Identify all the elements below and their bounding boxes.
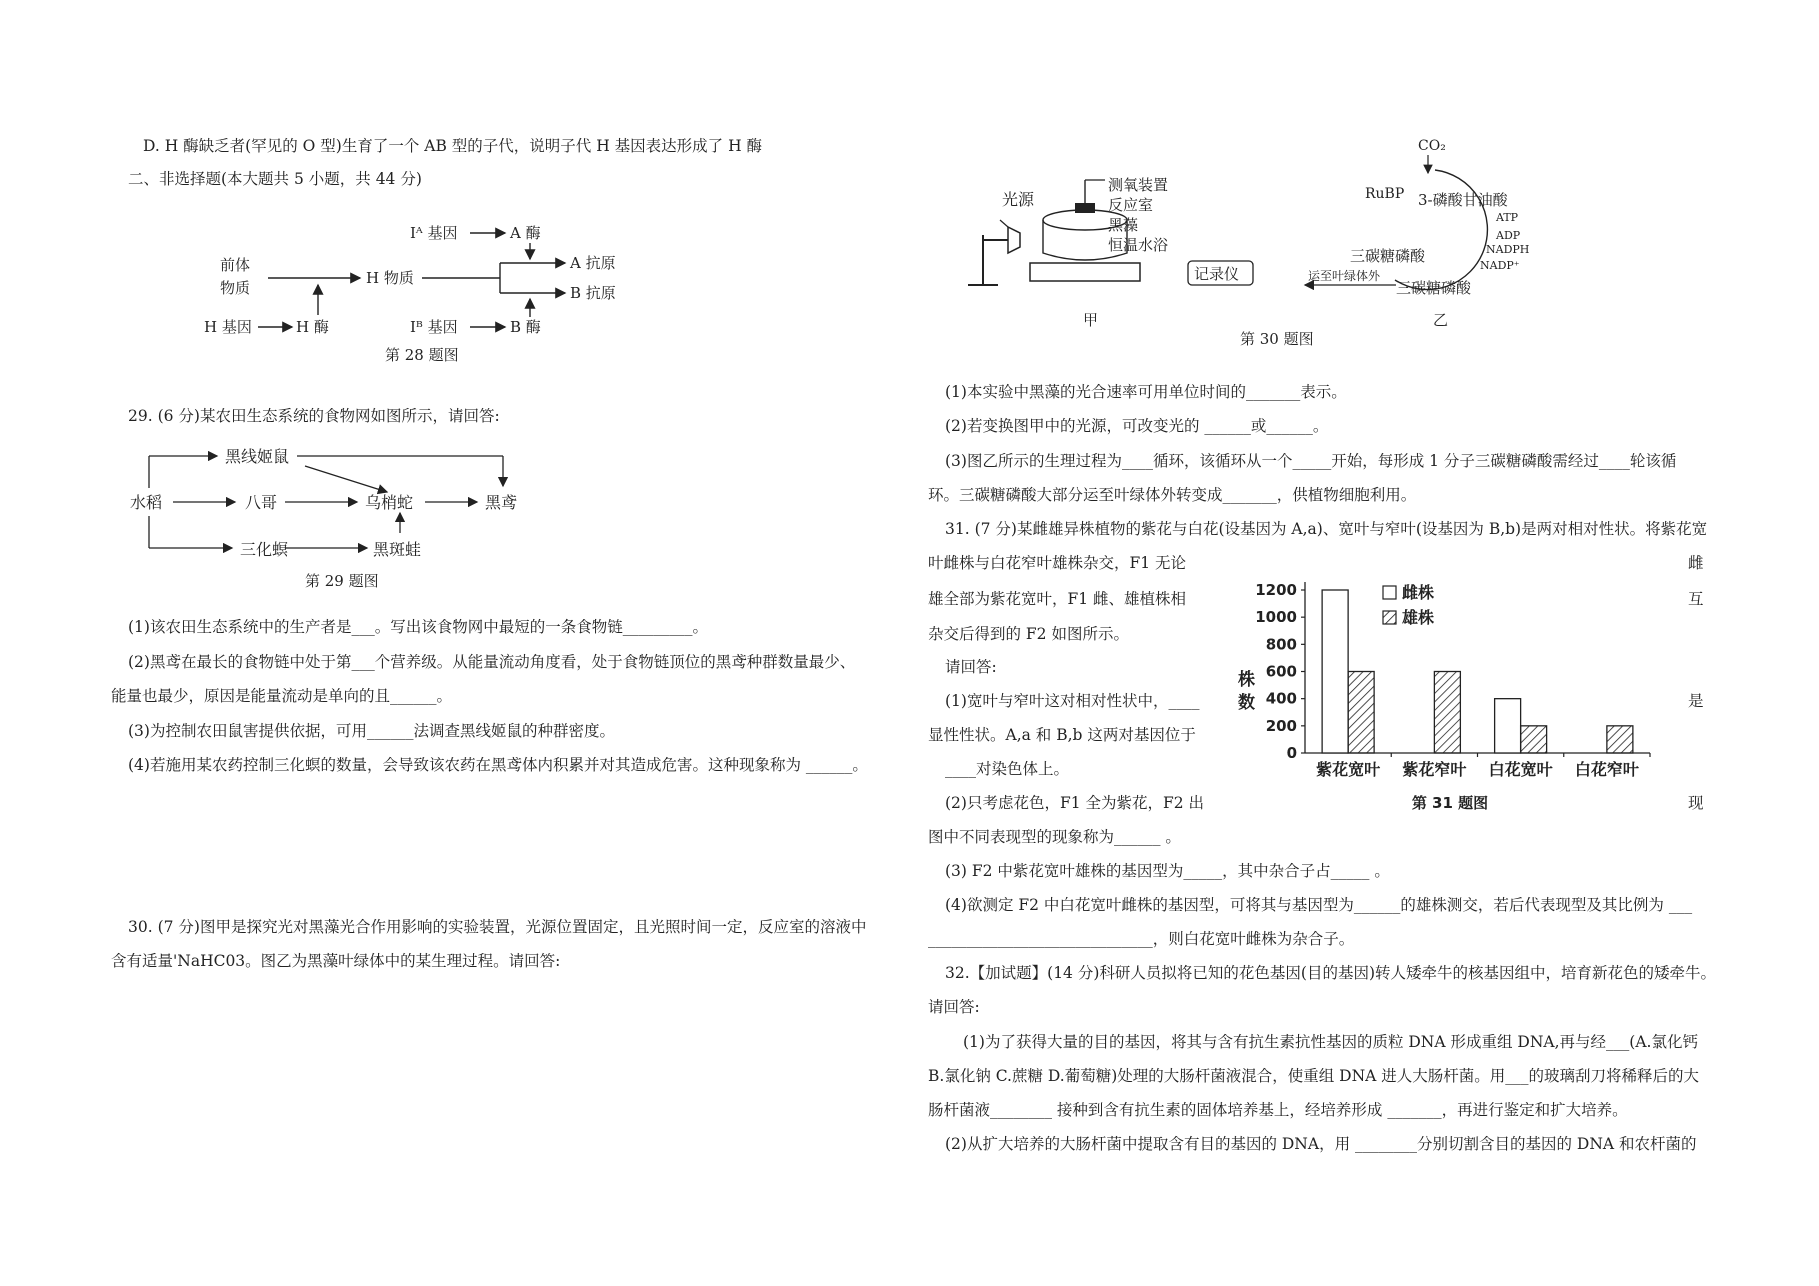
figure-29-foodweb [125,438,545,593]
q31-part-2a-end: 现 [1688,794,1704,812]
bar-male-2 [1521,726,1547,753]
yi-label: 乙 [1433,311,1449,329]
q32-stem-a: 32.【加试题】(14 分)科研人员拟将已知的花色基因(目的基因)转人矮牵牛的核基因组中，培育新花色的矮牵牛。 [945,964,1716,982]
q31-stem-b-end: 雌 [1688,554,1704,572]
figure-28-pathway [200,215,650,365]
q30-stem-a: 30. (7 分)图甲是探究光对黑藻光合作用影响的实验装置，光源位置固定，且光照时间一定，反应室的溶液中 [128,918,867,936]
q31-part-1b: 显性性状。A,a 和 B,b 这两对基因位于 [928,726,1196,744]
h-substance-label: H 物质 [366,269,414,287]
b-enzyme-label: B 酶 [510,318,541,336]
water-bath-label: 恒温水浴 [1108,236,1169,254]
q29-part-2b: 能量也最少，原因是能量流动是单向的且______。 [111,687,453,705]
y-tick-label-1: 200 [1265,716,1297,735]
x-tick-label-3: 白花窄叶 [1574,760,1639,779]
nadp-label: NADP⁺ [1480,259,1520,272]
q29-part-3: (3)为控制农田鼠害提供依据，可用______法调查黑线姬鼠的种群密度。 [128,722,615,740]
q31-part-3: (3) F2 中紫花宽叶雄株的基因型为_____，其中杂合子占_____ 。 [945,862,1390,880]
q31-part-2a: (2)只考虑花色，F1 全为紫花，F2 出 [945,794,1205,812]
x-tick-label-1: 紫花窄叶 [1402,760,1467,779]
q31-part-4a: (4)欲测定 F2 中白花宽叶雌株的基因型，可将其与基因型为______的雄株测交，若后代表现型及其比例为 ___ [945,896,1693,914]
triose-label-2: 三碳糖磷酸 [1396,279,1472,297]
q31-ask: 请回答: [945,658,997,676]
figure-28-caption: 第 28 题图 [385,346,459,364]
y-tick-label-5: 1000 [1255,608,1297,627]
figure-30-cycle [1300,135,1560,335]
y-tick-label-6: 1200 [1255,581,1297,599]
transport-label: 运至叶绿体外 [1308,269,1381,283]
a-antigen-label: A 抗原 [570,254,616,272]
snake-label: 乌梢蛇 [365,493,414,512]
a-enzyme-label: A 酶 [510,224,541,242]
frog-label: 黑斑蛙 [373,540,422,559]
q32-ask: 请回答: [928,998,980,1016]
oxygen-device-label: 测氧装置 [1108,176,1169,194]
precursor-label-2: 物质 [220,279,251,297]
reaction-room-label: 反应室 [1108,196,1154,214]
legend-label-male: 雄株 [1402,608,1435,627]
legend-swatch-female [1383,586,1396,599]
snail-label: 三化螟 [240,540,289,559]
q31-stem-c-end: 互 [1688,590,1704,608]
q29-part-1: (1)该农田生态系统中的生产者是___。写出该食物网中最短的一条食物链_________。 [128,618,708,636]
q31-stem-a: 31. (7 分)某雌雄异株植物的紫花与白花(设基因为 A,a)、宽叶与窄叶(设基因为 B,b)是两对相对性状。将紫花宽 [945,520,1708,538]
triose-label-1: 三碳糖磷酸 [1350,247,1426,265]
recorder-label: 记录仪 [1194,265,1240,283]
q30-stem-b: 含有适量'NaHC03。图乙为黑藻叶绿体中的某生理过程。请回答: [111,952,561,970]
atp-label: ATP [1496,211,1519,224]
q31-part-4b: _____________________________，则白花宽叶雌株为杂合子。 [928,930,1355,948]
q31-part-2b: 图中不同表现型的现象称为______ 。 [928,828,1181,846]
ia-gene-label: Iᴬ 基因 [410,224,458,242]
bar-male-3 [1607,726,1633,753]
light-source-label: 光源 [1002,190,1035,209]
y-tick-label-4: 800 [1265,635,1297,654]
x-tick-label-0: 紫花宽叶 [1316,760,1381,779]
bar-female-2 [1495,699,1521,753]
q30-part-3a: (3)图乙所示的生理过程为____循环，该循环从一个_____开始，每形成 1 分子三碳糖磷酸需经过____轮该循 [945,452,1677,470]
rubp-label: RuBP [1365,186,1405,202]
q30-part-3b: 环。三碳糖磷酸大部分运至叶绿体外转变成_______，供植物细胞利用。 [928,486,1417,504]
y-tick-label-0: 0 [1286,744,1297,762]
h-enzyme-label: H 酶 [296,318,329,336]
rice-label: 水稻 [130,493,163,512]
q31-stem-d: 杂交后得到的 F2 如图所示。 [928,625,1129,643]
b-antigen-label: B 抗原 [570,284,616,302]
precursor-label-1: 前体 [220,256,251,274]
bar-male-0 [1348,672,1374,754]
q31-stem-b: 叶雌株与白花窄叶雄株杂交，F1 无论 [928,554,1187,572]
bar-male-1 [1434,672,1460,754]
pga-label: 3-磷酸甘油酸 [1418,191,1508,209]
q30-part-2: (2)若变换图甲中的光源，可改变光的 ______或______。 [945,417,1329,435]
nadph-label: NADPH [1486,243,1530,256]
q31-stem-c: 雄全部为紫花宽叶，F1 雌、雄植株相 [928,590,1187,608]
q29-part-4: (4)若施用某农药控制三化螟的数量，会导致该农药在黑鸢体内积累并对其造成危害。这种现象称为 ______。 [128,756,868,774]
adp-label: ADP [1496,229,1521,242]
q32-part-1b: B.氯化钠 C.蔗糖 D.葡萄糖)处理的大肠杆菌液混合，使重组 DNA 进人大肠杆菌。用___的玻璃刮刀将稀释后的大 [928,1067,1700,1085]
section-heading: 二、非选择题(本大题共 5 小题，共 44 分) [128,170,422,188]
option-d-text: D. H 酶缺乏者(罕见的 O 型)生育了一个 AB 型的子代，说明子代 H 基因表达形成了 H 酶 [143,137,763,155]
legend-swatch-male [1383,611,1396,624]
q29-stem: 29. (6 分)某农田生态系统的食物网如图所示，请回答: [128,407,500,425]
q31-part-1a: (1)宽叶与窄叶这对相对性状中，____ [945,692,1200,710]
co2-label: CO₂ [1418,138,1446,154]
figure-31-caption: 第 31 题图 [1411,794,1489,812]
y-tick-label-3: 600 [1265,662,1297,681]
figure-30-caption: 第 30 题图 [1240,330,1314,348]
q31-part-1a-end: 是 [1688,692,1704,710]
bar-female-0 [1322,590,1348,753]
q31-part-1c: ____对染色体上。 [945,760,1070,778]
q32-part-2a: (2)从扩大培养的大肠杆菌中提取含有目的基因的 DNA，用 ________分别切割含目的基因的 DNA 和农杆菌的 [945,1135,1697,1153]
algae-label: 黑藻 [1108,216,1139,234]
legend-label-female: 雌株 [1402,583,1435,602]
mouse-label: 黑线姬鼠 [225,447,290,466]
q32-part-1a: (1)为了获得大量的目的基因，将其与含有抗生素抗性基因的质粒 DNA 形成重组 DNA,再与经___(A.氯化钙 [963,1033,1698,1051]
q30-part-1: (1)本实验中黑藻的光合速率可用单位时间的_______表示。 [945,383,1347,401]
y-tick-label-2: 400 [1265,689,1297,708]
figure-31-bar-chart [1230,575,1670,815]
myna-label: 八哥 [245,493,278,512]
ib-gene-label: Iᴮ 基因 [410,318,458,336]
x-tick-label-2: 白花宽叶 [1488,760,1553,779]
h-gene-label: H 基因 [204,318,252,336]
q32-part-1c: 肠杆菌液________ 接种到含有抗生素的固体培养基上，经培养形成 _______，再进行鉴定和扩大培养。 [928,1101,1628,1119]
jia-label: 甲 [1083,311,1099,329]
figure-29-caption: 第 29 题图 [305,572,379,590]
chart-ylabel: 株 数 [1234,670,1254,710]
kite-label: 黑鸢 [485,493,518,512]
q29-part-2a: (2)黑鸢在最长的食物链中处于第___个营养级。从能量流动角度看，处于食物链顶位的黑鸢种群数量最少、 [128,653,856,671]
figure-30-apparatus [960,165,1260,340]
